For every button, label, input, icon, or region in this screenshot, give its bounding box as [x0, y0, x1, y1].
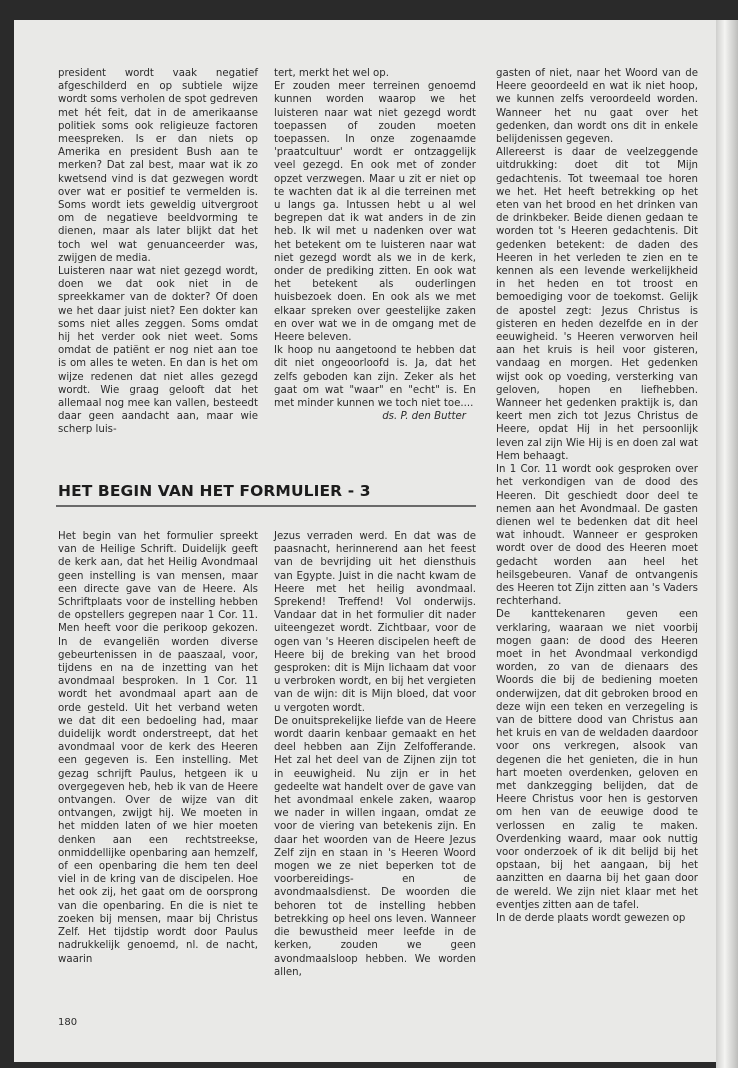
- paragraph: Jezus verraden werd. En dat was de paasnacht, herinnerend aan het feest van de bevrijding uit het diensthuis van Egypte. Juist in die nacht kwam de Heere met het heilig avondmaal. Sprekend! Treffend! Vol onderwijs. Vandaar dat in het formulier dit nader uiteengezet wordt. Zichtbaar, voor de ogen van 's Heeren discipelen heeft de Heere bij de breking van het brood gesproken: dit is Mijn lichaam dat voor u verbroken wordt, en bij het vergieten van de wijn: dit is Mijn bloed, dat voor u vergoten wordt.: [274, 531, 476, 714]
- page-edge: [716, 20, 738, 1068]
- paragraph: tert, merkt het wel op.: [274, 68, 389, 79]
- paragraph: gasten of niet, naar het Woord van de Heere geoordeeld en wat ik niet hoop, we kunnen zelfs veroordeeld worden. Wanneer het nu gaat over het gedenken, dan wordt ons dit in enkele belijdenissen gegeven.: [496, 68, 698, 146]
- paragraph: De kanttekenaren geven een verklaring, waaraan we niet voorbij mogen gaan: de dood des Heeren moet in het Avondmaal verkondigd worden, zo van de dienaars des Woords die bij de bediening moeten onderwijzen, dat dit gebroken brood en deze wijn een teken en verzegeling is van de bittere dood van Christus aan het kruis en van de weldaden daardoor voor ons verkregen, alsook van degenen die het genieten, die in hun hart moeten overdenken, geloven en met dankzegging belijden, dat de Heere Christus voor hen is gestorven om hen van de eeuwige dood te verlossen en zalig te maken. Overdenking waard, maar ook nuttig voor onderzoek of ik dit belijd bij het opstaan, bij het aangaan, bij het aanzitten en daarna bij het gaan door de wereld. We zijn niet klaar met het eventjes zitten aan de tafel.: [496, 609, 698, 911]
- paragraph: Luisteren naar wat niet gezegd wordt, doen we dat ook niet in de spreekkamer van de dokter? Of doen we het daar juist niet? Een dokter kan soms niet alles zeggen. Soms omdat hij het verder ook niet weet. Soms omdat de patiënt er nog niet aan toe is om alles te weten. En dan is het om wijze redenen dat niet alles gezegd wordt. Wie graag gelooft dat het allemaal nog mee kan vallen, besteedt daar geen aandacht aan, maar wie scherp luis-: [58, 266, 258, 436]
- paragraph: In de derde plaats wordt gewezen op: [496, 913, 686, 924]
- author-signature: ds. P. den Butter: [382, 411, 466, 423]
- paragraph: Er zouden meer terreinen genoemd kunnen worden waarop we het luisteren naar wat niet gezegd wordt toepassen of zouden moeten toepassen. In onze zogenaamde 'praatcultuur' wordt er ontzaggelijk veel gezegd. En ook met of zonder opzet verzwegen. Maar u zit er niet op te wachten dat ik al die terreinen met u langs ga. Intussen hebt u al wel begrepen dat ik wat anders in de zin heb. Ik wil met u nadenken over wat het betekent om te luisteren naar wat niet gezegd wordt als we in de kerk, onder de prediking zitten. En ook wat het betekent als ouderlingen huisbezoek doen. En ook als we met elkaar spreken over geestelijke zaken en over wat we in de omgang met de Heere beleven.: [274, 81, 476, 344]
- section-title: HET BEGIN VAN HET FORMULIER - 3: [58, 482, 371, 500]
- formulier-column-1: [58, 530, 258, 966]
- paragraph: De onuitsprekelijke liefde van de Heere wordt daarin kenbaar gemaakt en het deel hebben aan Zijn Zelfofferande. Het zal het deel van de Zijnen zijn tot in eeuwigheid. Nu zijn er in het gedeelte wat handelt over de gave van het avondmaal enkele zaken, waarop we nader in willen ingaan, omdat ze voor de viering van betekenis zijn. En daar het woorden van de Heere Jezus Zelf zijn en staan in 's Heeren Woord mogen we ze niet beperken tot de voorbereidings- en de avondmaalsdienst. De woorden die behoren tot de instelling hebben betrekking op heel ons leven. Wanneer die bewustheid meer leefde in de kerken, zouden we geen avondmaalsloop hebben. We worden allen,: [274, 715, 476, 978]
- prev-article-column-2: [274, 67, 476, 423]
- paragraph: In 1 Cor. 11 wordt ook gesproken over het verkondigen van de dood des Heeren. Dit geschiedt door deel te nemen aan het Avondmaal. De gasten dienen wel te bedenken dat dit heel wat inhoudt. Wanneer er gesproken wordt over de dood des Heeren moet gedacht worden aan heel het heilsgebeuren. Vanaf de ontvangenis des Heeren tot Zijn zitten aan 's Vaders rechterhand.: [496, 464, 698, 608]
- paragraph: Ik hoop nu aangetoond te hebben dat dit niet ongeoorloofd is. Ja, dat het zelfs geboden kan zijn. Zeker als het gaat om wat "waar" en "echt" is. En met minder kunnen we toch niet toe....: [274, 345, 476, 410]
- prev-article-column-1: [58, 67, 258, 437]
- paragraph: Allereerst is daar de veelzeggende uitdrukking: doet dit tot Mijn gedachtenis. Tot tweemaal toe horen we het. Het heeft betrekking op het eten van het brood en het drinken van de drinkbeker. Beide dienen gedaan te worden tot 's Heeren gedachtenis. Dit gedenken betekent: de daden des Heeren in het verleden te zien en te kennen als een levende werkelijkheid in het heden en tot troost en bemoediging voor de toekomst. Gelijk de apostel zegt: Jezus Christus is gisteren en heden dezelfde en in der eeuwigheid. 's Heeren verworven heil aan het kruis is heil voor gisteren, vandaag en morgen. Het gedenken wijst ook op voeding, versterking van geloven, hopen en liefhebben. Wanneer het gedenken praktijk is, dan keert men zich tot Jezus Christus de Heere, opdat Hij in het persoonlijk leven zal zijn Wie Hij is en doen zal wat Hem behaagt.: [496, 147, 698, 462]
- paragraph: Het begin van het formulier spreekt van de Heilige Schrift. Duidelijk geeft de kerk aan, dat het Heilig Avondmaal geen instelling is van mensen, maar een directe gave van de Heere. Als Schriftplaats voor de instelling hebben de opstellers gegrepen naar 1 Cor. 11. Men heeft voor die perikoop gekozen. In de evangeliën worden diverse gebeurtenissen in de paaszaal, voor, tijdens en na de inzetting van het avondmaal besproken. In 1 Cor. 11 wordt het avondmaal apart aan de orde gesteld. Uit het verband weten we dat dit een bedoeling had, maar duidelijk wordt onderstreept, dat het avondmaal voor de kerk des Heeren een gegeven is. Een instelling. Met gezag schrijft Paulus, hetgeen ik u overgegeven heb, heb ik van de Heere ontvangen. Over de wijze van dit ontvangen, zwijgt hij. We moeten in het midden laten of we hier moeten denken aan een rechtstreekse, onmiddellijke openbaring aan hemzelf, of een openbaring die hem ten deel viel in de kring van de discipelen. Hoe het ook zij, het gaat om de oorsprong van die openbaring. En die is niet te zoeken bij mensen, maar bij Christus Zelf. Het tijdstip wordt door Paulus nadrukkelijk genoemd, nl. de nacht, waarin: [58, 531, 258, 965]
- paragraph: president wordt vaak negatief afgeschilderd en op subtiele wijze wordt soms verholen de spot gedreven met hét feit, dat in de amerikaanse politiek soms ook religieuze factoren meespreken. Is er dan niets op Amerika en president Bush aan te merken? Dat zal best, maar wat ik zo kwetsend vind is dat gezwegen wordt over wat er positief te vermelden is. Soms wordt iets geweldig uitvergroot om de negatieve beeldvorming te dienen, maar als later blijkt dat het toch wel wat genuanceerder was, zwijgen de media.: [58, 68, 258, 264]
- page-number: 180: [58, 1017, 78, 1028]
- title-rule: [56, 505, 476, 507]
- formulier-column-3: [496, 67, 698, 925]
- formulier-column-2: [274, 530, 476, 979]
